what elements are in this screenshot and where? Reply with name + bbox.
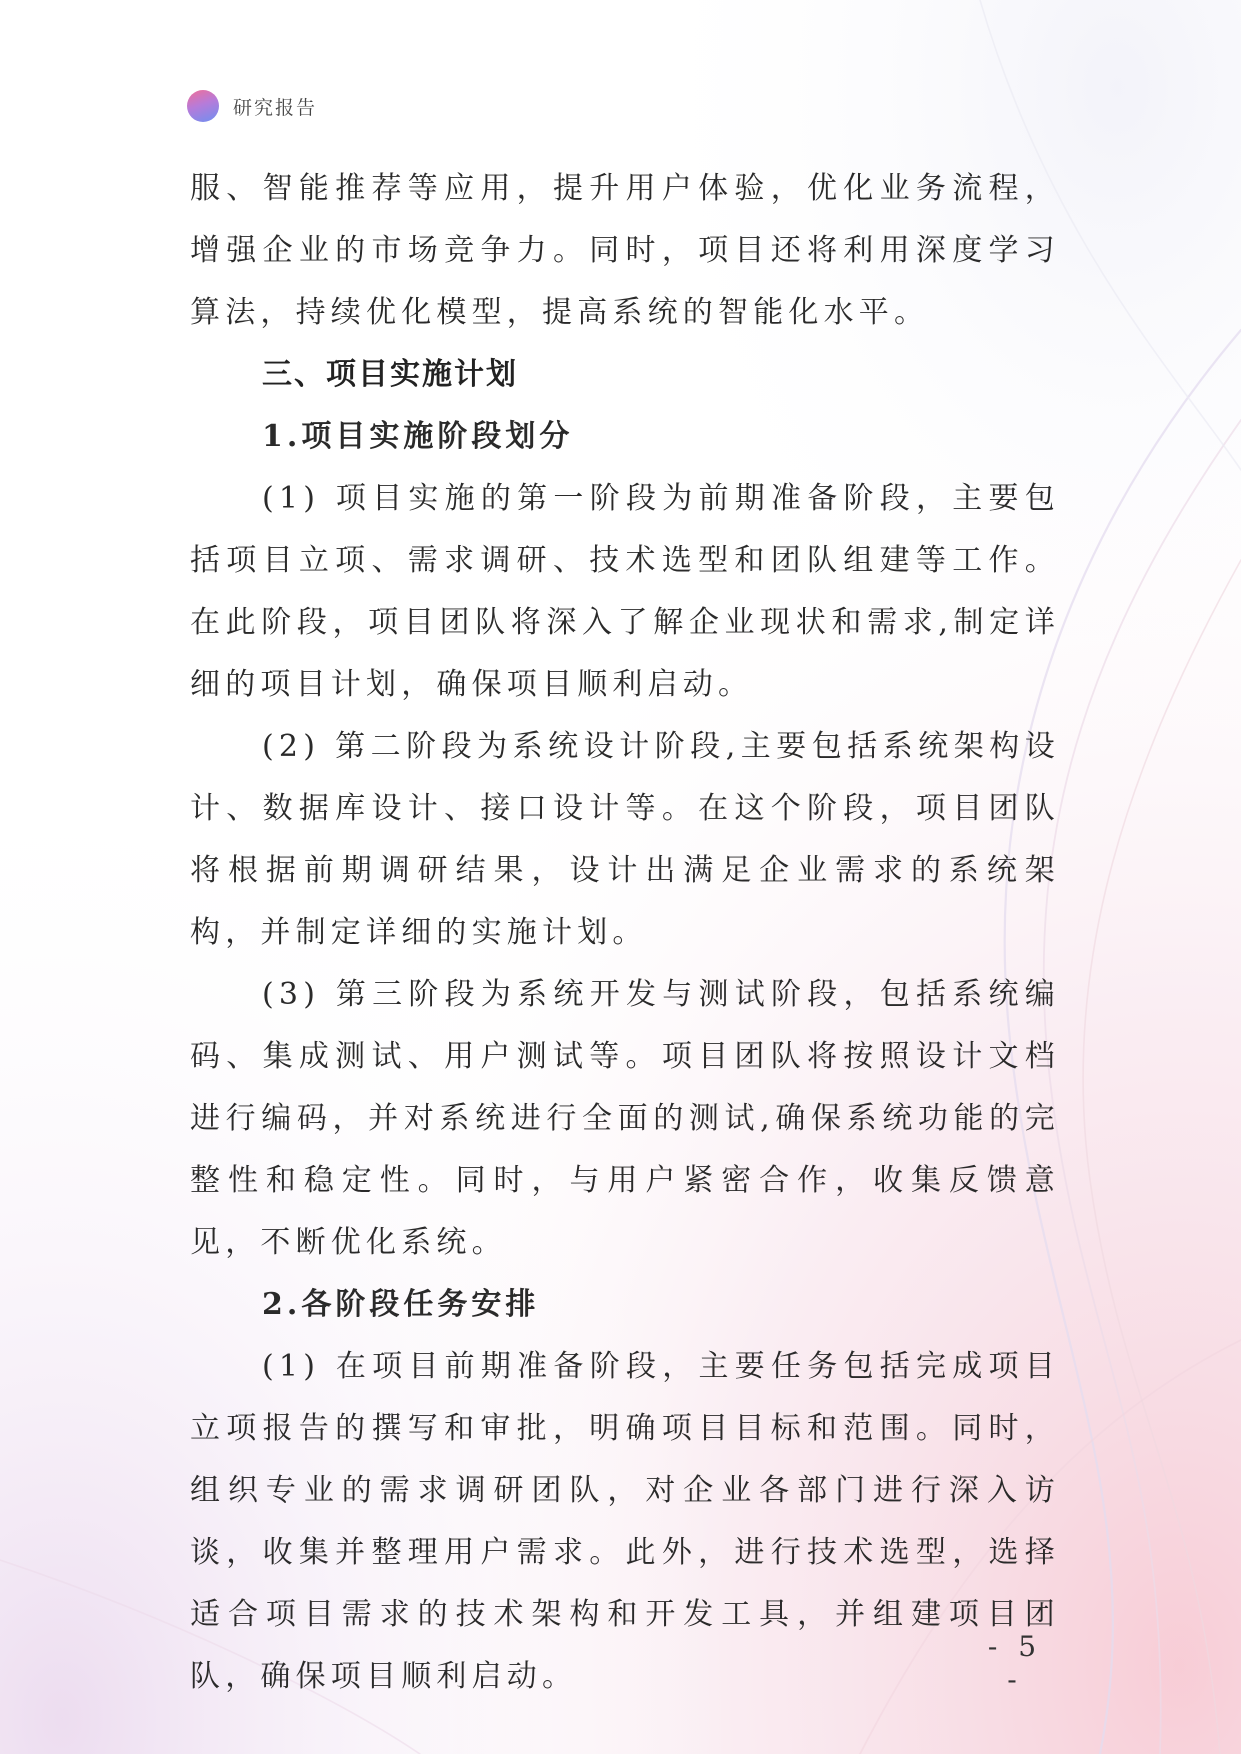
paragraph-phase-2: (2) 第二阶段为系统设计阶段,主要包括系统架构设计、数据库设计、接口设计等。在这个阶段，项目团队将根据前期调研结果，设计出满足企业需求的系统架构，并制定详细的实施计划。 — [190, 729, 1060, 950]
report-logo-icon — [187, 90, 219, 122]
paragraph-phase-1: (1) 项目实施的第一阶段为前期准备阶段，主要包括项目立项、需求调研、技术选型和团队组建等工作。在此阶段，项目团队将深入了解企业现状和需求,制定详细的项目计划，确保项目顺利启动。 — [190, 481, 1060, 702]
header-label: 研究报告 — [233, 96, 318, 119]
paragraph-phase-3: (3) 第三阶段为系统开发与测试阶段，包括系统编码、集成测试、用户测试等。项目团队将按照设计文档进行编码，并对系统进行全面的测试,确保系统功能的完整性和稳定性。同时，与用户紧密合作，收集反馈意见，不断优化系统。 — [190, 977, 1060, 1260]
page-number: - 5 - — [987, 1630, 1043, 1696]
subsection-heading-tasks: 2.各阶段任务安排 — [262, 1287, 540, 1322]
document-body — [190, 158, 1060, 1708]
section-heading: 三、项目实施计划 — [262, 357, 518, 392]
paragraph-continued: 服、智能推荐等应用，提升用户体验，优化业务流程，增强企业的市场竞争力。同时，项目还将利用深度学习算法，持续优化模型，提高系统的智能化水平。 — [190, 171, 1060, 330]
paragraph-task-1: (1) 在项目前期准备阶段，主要任务包括完成项目立项报告的撰写和审批，明确项目目标和范围。同时，组织专业的需求调研团队，对企业各部门进行深入访谈，收集并整理用户需求。此外，进行技术选型，选择适合项目需求的技术架构和开发工具，并组建项目团队，确保项目顺利启动。 — [190, 1349, 1060, 1694]
subsection-heading-phases: 1.项目实施阶段划分 — [262, 419, 574, 454]
page-header — [187, 88, 317, 124]
